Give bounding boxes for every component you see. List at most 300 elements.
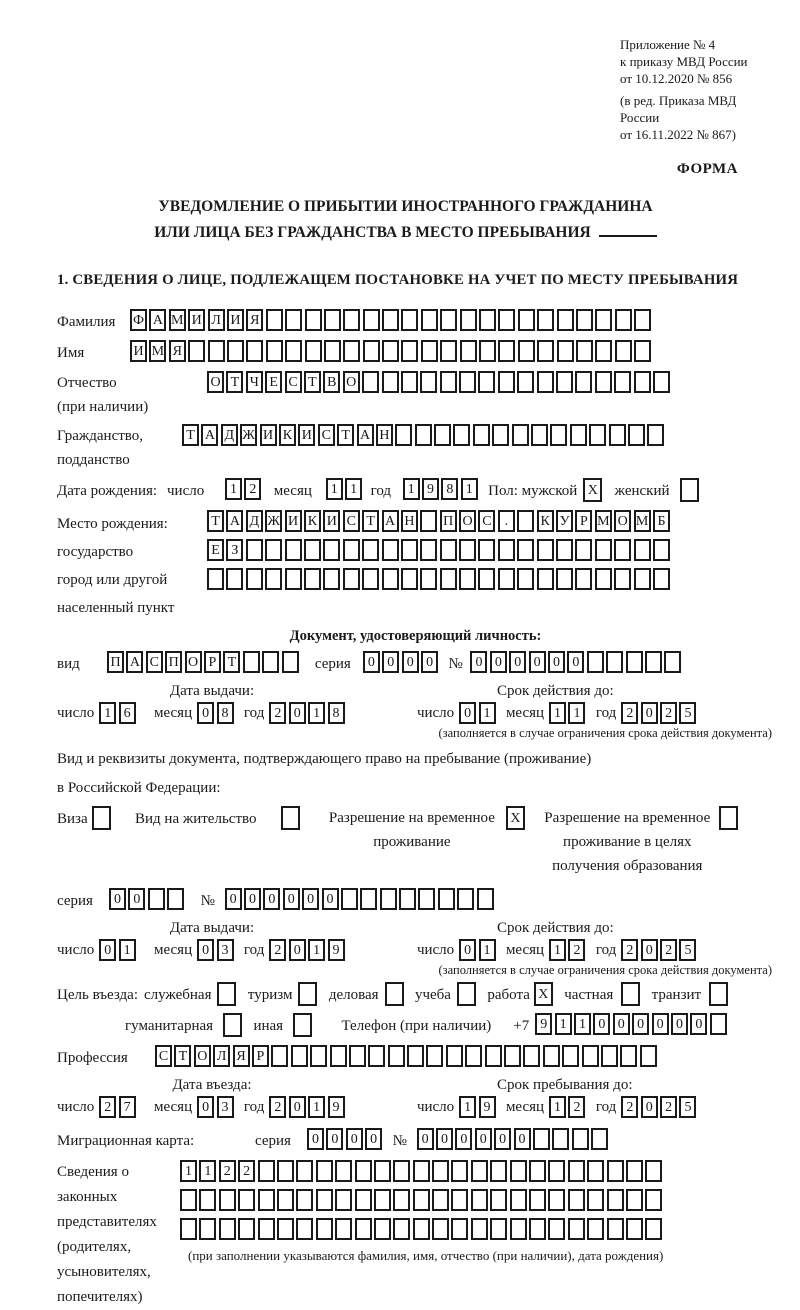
- char-cell[interactable]: [208, 340, 225, 362]
- char-cell[interactable]: 1: [461, 478, 478, 500]
- char-cell[interactable]: .: [498, 510, 515, 532]
- char-cell[interactable]: И: [260, 424, 277, 446]
- char-cell[interactable]: [219, 1218, 236, 1240]
- char-cell[interactable]: 2: [660, 702, 677, 724]
- char-cell[interactable]: 2: [660, 1096, 677, 1118]
- char-cell[interactable]: [382, 539, 399, 561]
- char-cell[interactable]: [634, 371, 651, 393]
- char-cell[interactable]: 2: [621, 939, 638, 961]
- char-cell[interactable]: [304, 539, 321, 561]
- char-cell[interactable]: [460, 340, 477, 362]
- char-cell[interactable]: [420, 539, 437, 561]
- valid-year-cells[interactable]: [621, 702, 699, 724]
- char-cell[interactable]: [529, 1189, 546, 1211]
- char-cell[interactable]: 9: [328, 1096, 345, 1118]
- char-cell[interactable]: 0: [197, 1096, 214, 1118]
- char-cell[interactable]: 1: [568, 702, 585, 724]
- char-cell[interactable]: 0: [346, 1128, 363, 1150]
- char-cell[interactable]: [607, 1189, 624, 1211]
- char-cell[interactable]: 5: [679, 1096, 696, 1118]
- char-cell[interactable]: [628, 424, 645, 446]
- char-cell[interactable]: [570, 424, 587, 446]
- char-cell[interactable]: Ч: [246, 371, 263, 393]
- char-cell[interactable]: [368, 1045, 385, 1067]
- char-cell[interactable]: 2: [99, 1096, 116, 1118]
- char-cell[interactable]: О: [614, 510, 631, 532]
- char-cell[interactable]: 9: [535, 1013, 552, 1035]
- char-cell[interactable]: [504, 1045, 521, 1067]
- char-cell[interactable]: 1: [403, 478, 420, 500]
- char-cell[interactable]: [446, 1045, 463, 1067]
- char-cell[interactable]: [615, 309, 632, 331]
- char-cell[interactable]: 1: [345, 478, 362, 500]
- char-cell[interactable]: [199, 1189, 216, 1211]
- char-cell[interactable]: 0: [421, 651, 438, 673]
- char-cell[interactable]: П: [107, 651, 124, 673]
- char-cell[interactable]: 0: [289, 702, 306, 724]
- char-cell[interactable]: [246, 340, 263, 362]
- doc-type-cells[interactable]: [107, 651, 301, 673]
- char-cell[interactable]: [413, 1218, 430, 1240]
- char-cell[interactable]: Т: [362, 510, 379, 532]
- char-cell[interactable]: [568, 1218, 585, 1240]
- char-cell[interactable]: [401, 539, 418, 561]
- surname-cells[interactable]: [130, 309, 654, 331]
- char-cell[interactable]: [265, 539, 282, 561]
- char-cell[interactable]: 0: [436, 1128, 453, 1150]
- char-cell[interactable]: [440, 309, 457, 331]
- char-cell[interactable]: [606, 651, 623, 673]
- char-cell[interactable]: С: [318, 424, 335, 446]
- char-cell[interactable]: [459, 568, 476, 590]
- char-cell[interactable]: [316, 1189, 333, 1211]
- char-cell[interactable]: [498, 340, 515, 362]
- char-cell[interactable]: [382, 568, 399, 590]
- char-cell[interactable]: [363, 309, 380, 331]
- birth-month-cells[interactable]: [326, 478, 365, 500]
- char-cell[interactable]: О: [343, 371, 360, 393]
- char-cell[interactable]: [363, 340, 380, 362]
- phone-cells[interactable]: [535, 1013, 729, 1035]
- char-cell[interactable]: 0: [641, 702, 658, 724]
- char-cell[interactable]: [188, 340, 205, 362]
- char-cell[interactable]: [459, 371, 476, 393]
- doc-series-cells[interactable]: [363, 651, 441, 673]
- char-cell[interactable]: Ж: [265, 510, 282, 532]
- entry-day-cells[interactable]: [99, 1096, 138, 1118]
- char-cell[interactable]: [645, 1189, 662, 1211]
- char-cell[interactable]: [277, 1189, 294, 1211]
- char-cell[interactable]: [498, 309, 515, 331]
- char-cell[interactable]: М: [149, 340, 166, 362]
- char-cell[interactable]: [710, 1013, 727, 1035]
- char-cell[interactable]: П: [165, 651, 182, 673]
- char-cell[interactable]: Е: [265, 371, 282, 393]
- char-cell[interactable]: 1: [479, 702, 496, 724]
- char-cell[interactable]: 0: [109, 888, 126, 910]
- char-cell[interactable]: 8: [217, 702, 234, 724]
- char-cell[interactable]: 1: [326, 478, 343, 500]
- char-cell[interactable]: [576, 340, 593, 362]
- char-cell[interactable]: [323, 568, 340, 590]
- char-cell[interactable]: 0: [326, 1128, 343, 1150]
- char-cell[interactable]: [421, 340, 438, 362]
- char-cell[interactable]: П: [440, 510, 457, 532]
- char-cell[interactable]: [382, 371, 399, 393]
- char-cell[interactable]: [582, 1045, 599, 1067]
- char-cell[interactable]: 0: [593, 1013, 610, 1035]
- char-cell[interactable]: 0: [128, 888, 145, 910]
- char-cell[interactable]: [305, 340, 322, 362]
- char-cell[interactable]: [335, 1189, 352, 1211]
- char-cell[interactable]: 2: [568, 939, 585, 961]
- char-cell[interactable]: Р: [252, 1045, 269, 1067]
- issue-year-cells[interactable]: [269, 702, 347, 724]
- char-cell[interactable]: [533, 1128, 550, 1150]
- char-cell[interactable]: О: [185, 651, 202, 673]
- char-cell[interactable]: 9: [328, 939, 345, 961]
- char-cell[interactable]: [587, 651, 604, 673]
- char-cell[interactable]: [362, 539, 379, 561]
- char-cell[interactable]: [595, 539, 612, 561]
- char-cell[interactable]: 0: [641, 1096, 658, 1118]
- valid-day-cells[interactable]: [459, 702, 498, 724]
- char-cell[interactable]: 0: [509, 651, 526, 673]
- char-cell[interactable]: [556, 568, 573, 590]
- char-cell[interactable]: 1: [459, 1096, 476, 1118]
- stay-year-cells[interactable]: [621, 1096, 699, 1118]
- char-cell[interactable]: [316, 1218, 333, 1240]
- char-cell[interactable]: 1: [479, 939, 496, 961]
- char-cell[interactable]: [330, 1045, 347, 1067]
- char-cell[interactable]: [355, 1160, 372, 1182]
- char-cell[interactable]: 0: [567, 651, 584, 673]
- char-cell[interactable]: [614, 539, 631, 561]
- char-cell[interactable]: [432, 1189, 449, 1211]
- char-cell[interactable]: 0: [244, 888, 261, 910]
- char-cell[interactable]: К: [279, 424, 296, 446]
- char-cell[interactable]: [426, 1045, 443, 1067]
- char-cell[interactable]: [595, 309, 612, 331]
- char-cell[interactable]: А: [126, 651, 143, 673]
- char-cell[interactable]: 2: [238, 1160, 255, 1182]
- visa-checkbox[interactable]: [92, 806, 111, 830]
- char-cell[interactable]: [374, 1160, 391, 1182]
- char-cell[interactable]: 2: [269, 939, 286, 961]
- char-cell[interactable]: [438, 888, 455, 910]
- char-cell[interactable]: [349, 1045, 366, 1067]
- char-cell[interactable]: 0: [459, 939, 476, 961]
- char-cell[interactable]: [341, 888, 358, 910]
- char-cell[interactable]: С: [478, 510, 495, 532]
- char-cell[interactable]: [537, 371, 554, 393]
- char-cell[interactable]: [653, 539, 670, 561]
- char-cell[interactable]: [517, 568, 534, 590]
- char-cell[interactable]: [388, 1045, 405, 1067]
- residence-valid-month-cells[interactable]: [549, 939, 588, 961]
- char-cell[interactable]: [626, 1160, 643, 1182]
- char-cell[interactable]: [537, 340, 554, 362]
- purpose-other-checkbox[interactable]: [293, 1013, 312, 1037]
- char-cell[interactable]: И: [298, 424, 315, 446]
- char-cell[interactable]: [401, 309, 418, 331]
- profession-cells[interactable]: [155, 1045, 659, 1067]
- char-cell[interactable]: Л: [213, 1045, 230, 1067]
- char-cell[interactable]: [518, 340, 535, 362]
- char-cell[interactable]: 0: [632, 1013, 649, 1035]
- doc-number-cells[interactable]: [470, 651, 683, 673]
- char-cell[interactable]: [362, 568, 379, 590]
- issue-month-cells[interactable]: [197, 702, 236, 724]
- char-cell[interactable]: [465, 1045, 482, 1067]
- char-cell[interactable]: 2: [568, 1096, 585, 1118]
- char-cell[interactable]: [587, 1160, 604, 1182]
- valid-month-cells[interactable]: [549, 702, 588, 724]
- char-cell[interactable]: [395, 424, 412, 446]
- char-cell[interactable]: 0: [365, 1128, 382, 1150]
- representatives-cells-2[interactable]: [180, 1189, 665, 1211]
- char-cell[interactable]: [238, 1218, 255, 1240]
- char-cell[interactable]: [510, 1218, 527, 1240]
- purpose-official-checkbox[interactable]: [217, 982, 236, 1006]
- entry-month-cells[interactable]: [197, 1096, 236, 1118]
- char-cell[interactable]: 0: [402, 651, 419, 673]
- char-cell[interactable]: И: [227, 309, 244, 331]
- purpose-humanitarian-checkbox[interactable]: [223, 1013, 242, 1037]
- migration-series-cells[interactable]: [307, 1128, 385, 1150]
- char-cell[interactable]: 1: [308, 702, 325, 724]
- char-cell[interactable]: Д: [246, 510, 263, 532]
- citizenship-cells[interactable]: [182, 424, 667, 446]
- char-cell[interactable]: [296, 1218, 313, 1240]
- char-cell[interactable]: 1: [549, 939, 566, 961]
- char-cell[interactable]: [296, 1189, 313, 1211]
- char-cell[interactable]: О: [194, 1045, 211, 1067]
- char-cell[interactable]: [258, 1160, 275, 1182]
- char-cell[interactable]: 0: [671, 1013, 688, 1035]
- char-cell[interactable]: [537, 539, 554, 561]
- char-cell[interactable]: Т: [182, 424, 199, 446]
- char-cell[interactable]: [587, 1218, 604, 1240]
- char-cell[interactable]: [615, 340, 632, 362]
- temp-residence-checkbox[interactable]: X: [506, 806, 525, 830]
- char-cell[interactable]: [432, 1218, 449, 1240]
- char-cell[interactable]: [645, 651, 662, 673]
- char-cell[interactable]: [626, 1218, 643, 1240]
- temp-residence-education-checkbox[interactable]: [719, 806, 738, 830]
- residence-valid-year-cells[interactable]: [621, 939, 699, 961]
- char-cell[interactable]: Р: [204, 651, 221, 673]
- char-cell[interactable]: [550, 424, 567, 446]
- residence-valid-day-cells[interactable]: [459, 939, 498, 961]
- char-cell[interactable]: И: [323, 510, 340, 532]
- residence-issue-month-cells[interactable]: [197, 939, 236, 961]
- char-cell[interactable]: [645, 1218, 662, 1240]
- char-cell[interactable]: [219, 1189, 236, 1211]
- char-cell[interactable]: Т: [174, 1045, 191, 1067]
- char-cell[interactable]: [440, 539, 457, 561]
- char-cell[interactable]: 0: [289, 939, 306, 961]
- patronymic-cells[interactable]: [207, 371, 672, 393]
- char-cell[interactable]: [243, 651, 260, 673]
- char-cell[interactable]: [413, 1160, 430, 1182]
- char-cell[interactable]: [451, 1189, 468, 1211]
- char-cell[interactable]: [199, 1218, 216, 1240]
- char-cell[interactable]: 0: [417, 1128, 434, 1150]
- char-cell[interactable]: [238, 1189, 255, 1211]
- gender-male-checkbox[interactable]: X: [583, 478, 602, 502]
- char-cell[interactable]: Д: [221, 424, 238, 446]
- char-cell[interactable]: 0: [548, 651, 565, 673]
- char-cell[interactable]: 2: [269, 702, 286, 724]
- char-cell[interactable]: [246, 568, 263, 590]
- char-cell[interactable]: [393, 1160, 410, 1182]
- char-cell[interactable]: [282, 651, 299, 673]
- char-cell[interactable]: [413, 1189, 430, 1211]
- char-cell[interactable]: [258, 1218, 275, 1240]
- char-cell[interactable]: А: [149, 309, 166, 331]
- char-cell[interactable]: Т: [207, 510, 224, 532]
- char-cell[interactable]: [393, 1218, 410, 1240]
- char-cell[interactable]: 0: [529, 651, 546, 673]
- char-cell[interactable]: [277, 1218, 294, 1240]
- char-cell[interactable]: [226, 568, 243, 590]
- char-cell[interactable]: Н: [376, 424, 393, 446]
- char-cell[interactable]: [304, 568, 321, 590]
- char-cell[interactable]: [548, 1160, 565, 1182]
- char-cell[interactable]: [498, 568, 515, 590]
- char-cell[interactable]: 1: [225, 478, 242, 500]
- char-cell[interactable]: 9: [479, 1096, 496, 1118]
- char-cell[interactable]: 0: [455, 1128, 472, 1150]
- char-cell[interactable]: [453, 424, 470, 446]
- char-cell[interactable]: 1: [199, 1160, 216, 1182]
- char-cell[interactable]: Т: [337, 424, 354, 446]
- char-cell[interactable]: [477, 888, 494, 910]
- stay-month-cells[interactable]: [549, 1096, 588, 1118]
- purpose-work-checkbox[interactable]: X: [534, 982, 553, 1006]
- purpose-business-checkbox[interactable]: [385, 982, 404, 1006]
- char-cell[interactable]: [266, 340, 283, 362]
- char-cell[interactable]: [148, 888, 165, 910]
- char-cell[interactable]: А: [357, 424, 374, 446]
- char-cell[interactable]: [543, 1045, 560, 1067]
- purpose-private-checkbox[interactable]: [621, 982, 640, 1006]
- char-cell[interactable]: 0: [363, 651, 380, 673]
- char-cell[interactable]: 2: [269, 1096, 286, 1118]
- char-cell[interactable]: [473, 424, 490, 446]
- char-cell[interactable]: [498, 371, 515, 393]
- char-cell[interactable]: [285, 539, 302, 561]
- char-cell[interactable]: [517, 371, 534, 393]
- char-cell[interactable]: [523, 1045, 540, 1067]
- char-cell[interactable]: [498, 539, 515, 561]
- residence-issue-year-cells[interactable]: [269, 939, 347, 961]
- char-cell[interactable]: 2: [244, 478, 261, 500]
- issue-day-cells[interactable]: [99, 702, 138, 724]
- char-cell[interactable]: [262, 651, 279, 673]
- char-cell[interactable]: [601, 1045, 618, 1067]
- birth-year-cells[interactable]: [403, 478, 481, 500]
- char-cell[interactable]: 1: [555, 1013, 572, 1035]
- char-cell[interactable]: [568, 1160, 585, 1182]
- char-cell[interactable]: [266, 309, 283, 331]
- char-cell[interactable]: [227, 340, 244, 362]
- char-cell[interactable]: [572, 1128, 589, 1150]
- char-cell[interactable]: 1: [99, 702, 116, 724]
- char-cell[interactable]: [557, 309, 574, 331]
- char-cell[interactable]: [460, 309, 477, 331]
- char-cell[interactable]: [589, 424, 606, 446]
- char-cell[interactable]: [479, 309, 496, 331]
- char-cell[interactable]: [479, 340, 496, 362]
- char-cell[interactable]: [634, 309, 651, 331]
- purpose-transit-checkbox[interactable]: [709, 982, 728, 1006]
- char-cell[interactable]: 0: [613, 1013, 630, 1035]
- char-cell[interactable]: [324, 309, 341, 331]
- char-cell[interactable]: [323, 539, 340, 561]
- char-cell[interactable]: 5: [679, 939, 696, 961]
- char-cell[interactable]: [512, 424, 529, 446]
- char-cell[interactable]: [587, 1189, 604, 1211]
- char-cell[interactable]: [609, 424, 626, 446]
- char-cell[interactable]: 0: [197, 939, 214, 961]
- char-cell[interactable]: [343, 340, 360, 362]
- char-cell[interactable]: 0: [307, 1128, 324, 1150]
- char-cell[interactable]: Е: [207, 539, 224, 561]
- char-cell[interactable]: [324, 340, 341, 362]
- representatives-cells-1[interactable]: [180, 1160, 665, 1182]
- char-cell[interactable]: [626, 651, 643, 673]
- char-cell[interactable]: [537, 568, 554, 590]
- char-cell[interactable]: [343, 568, 360, 590]
- char-cell[interactable]: [548, 1218, 565, 1240]
- char-cell[interactable]: [531, 424, 548, 446]
- char-cell[interactable]: 8: [441, 478, 458, 500]
- char-cell[interactable]: 0: [283, 888, 300, 910]
- residence-series-cells[interactable]: [109, 888, 187, 910]
- char-cell[interactable]: [374, 1189, 391, 1211]
- purpose-tourism-checkbox[interactable]: [298, 982, 317, 1006]
- char-cell[interactable]: [568, 1189, 585, 1211]
- char-cell[interactable]: 8: [328, 702, 345, 724]
- birth-place-cells-1[interactable]: [207, 510, 672, 532]
- char-cell[interactable]: [576, 309, 593, 331]
- char-cell[interactable]: [420, 510, 437, 532]
- char-cell[interactable]: 3: [217, 1096, 234, 1118]
- char-cell[interactable]: Б: [653, 510, 670, 532]
- char-cell[interactable]: 0: [641, 939, 658, 961]
- char-cell[interactable]: [575, 539, 592, 561]
- representatives-cells-3[interactable]: [180, 1218, 665, 1240]
- birth-place-cells-3[interactable]: [207, 568, 672, 590]
- char-cell[interactable]: Ф: [130, 309, 147, 331]
- char-cell[interactable]: 0: [459, 702, 476, 724]
- char-cell[interactable]: 0: [99, 939, 116, 961]
- char-cell[interactable]: [595, 340, 612, 362]
- char-cell[interactable]: [434, 424, 451, 446]
- char-cell[interactable]: [492, 424, 509, 446]
- char-cell[interactable]: [614, 568, 631, 590]
- char-cell[interactable]: [343, 309, 360, 331]
- char-cell[interactable]: [316, 1160, 333, 1182]
- char-cell[interactable]: [517, 510, 534, 532]
- char-cell[interactable]: 5: [679, 702, 696, 724]
- char-cell[interactable]: А: [226, 510, 243, 532]
- char-cell[interactable]: 2: [621, 702, 638, 724]
- char-cell[interactable]: [607, 1160, 624, 1182]
- char-cell[interactable]: О: [459, 510, 476, 532]
